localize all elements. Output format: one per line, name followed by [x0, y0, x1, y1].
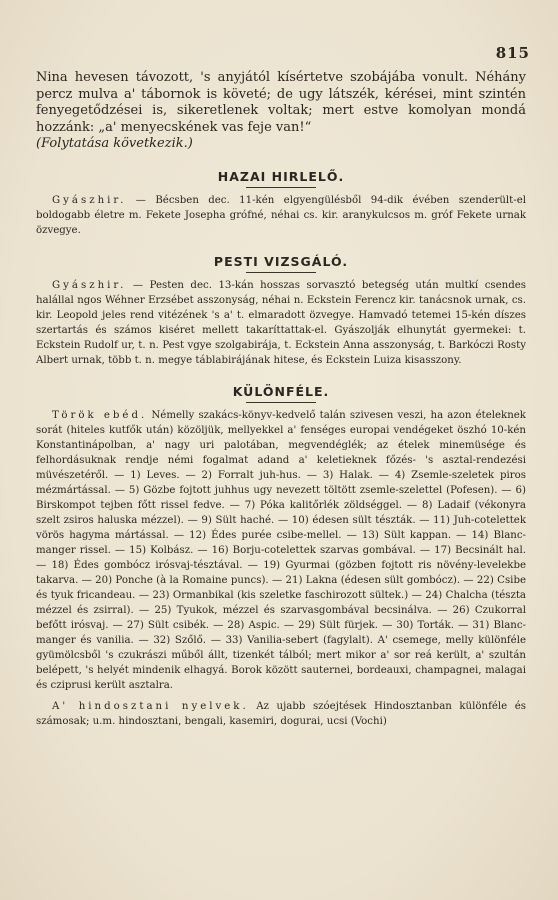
section-title-hazai: HAZAI HIRLELŐ. — [217, 168, 345, 184]
kulonfele-body — [36, 408, 526, 693]
pesti-text: — Pesten dec. 13-kán hosszas sorvasztó betegség után multkí csendes halállal ngos Wéhner Erzsébet asszonyság, néhai n. Eckstein Ferencz kir. tanácsnok urnak, cs. kir. Leopold jeles rend vitézének 's a' t. elmaradott özvegye. Hamvadó tetemei 15-kén díszes szertartás és számos kiséret mellett takaríttattak-el. Gyászolják elhunytát gyermekei: t. Eckstein Rudolf ur, t. n. Pest vgye szolgabirája, t. Eckstein Anna asszonyság, t. Barkóczi Rosty Albert urnak, több t. n. megye táblabirájának hitese, és Eckstein Luiza kisasszony. — [36, 279, 526, 366]
story-paragraph: Nina hevesen távozott, 's anyjától kísértetve szobájába vonult. Néhány percz mulva a' tábornok is követé; de ugy látszék, kérései, mint szintén fenyegetődzései is, sikeretlenek voltak; mert estve komolyan mondá hozzánk: „a' menyecskének vas feje van!“ — [36, 70, 526, 135]
kulonfele-text-2: Az ujabb szóejtések Hindosztanban különféle és számosak; u.m. hindosztani, bengali, kasemiri, dogurai, ucsi (Vochi) — [36, 700, 526, 727]
kulonfele-text: Némelly szakács-könyv-kedvelő talán szivesen veszi, ha azon ételeknek sorát (hiteles kutfők után) közöljük, mellyekkel a' fenséges europai vendégeket öszhó 10-kén Konstantinápolban, a' nagy uri palotában, megvendéglék; az ételek minemüsége és felhordásuknak rendje némi fogalmat adand a' keletieknek főzés- 's asztal-rendezési müvészetéről. — 1) Leves. — 2) Forralt juh-hus. — 3) Halak. — 4) Zsemle-szeletek piros mézmártással. — 5) Gözbe fojtott juhhus ugy nevezett töltött zsemle-szelettel (Pofesen). — 6) Birskompot tejben főtt rissel fedve. — 7) Póka kalitőrlék zöldséggel. — 8) Ladaif (vékonyra szelt zsiros haluska mézzel). — 9) Sült haché. — 10) édesen sült tészták. — 11) Juh-cotelettek vörös hagyma mártással. — 12) Édes purée csibe-mellel. — 13) Sült kappan. — 14) Blanc-manger rissel. — 15) Kolbász. — 16) Borju-cotelettek szarvas gombával. — 17) Becsinált hal. — 18) Édes gombócz irósvaj-tésztával. — 19) Gyurmai (gözben fojtott ris növény-levelekbe takarva. — 20) Ponche (à la Romaine puncs). — 21) Lakna (édesen sült gombócz). — 22) Csibe és tyuk fricandeau. — 23) Ormanbikal (kis szeletke faschirozott sültek.) — 24) Chalcha (tészta mézzel és zsirral). — 25) Tyukok, mézzel és szarvasgombával becsinálva. — 26) Czukorral befőtt irósvaj. — 27) Sült csibék. — 28) Aspic. — 29) Sült fürjek. — 30) Torták. — 31) Blanc-manger és vanilia. — 32) Szőlő. — 33) Vanilia-sebert (fagylalt). A' csemege, melly különféle gyümölcsből 's czukrászi műből állt, tizenkét tálból; mert mikor a' sor reá került, a' szultán belépett, 's helyét mindenik elhagyá. Borok között sauternei, bordeauxi, champagnei, malagai és cziprusi került asztalra. — [36, 409, 526, 691]
pesti-body — [36, 278, 526, 368]
hazai-lead: Gyászhir. — [52, 194, 127, 206]
kulonfele-lead: Török ebéd. — [52, 409, 148, 421]
continuation-note: (Folytatása következik.) — [36, 136, 193, 152]
pesti-lead: Gyászhir. — [52, 279, 127, 291]
page-number: 815 — [495, 44, 530, 62]
section-title-kulonfele: KÜLÖNFÉLE. — [232, 383, 330, 399]
text-column — [36, 70, 526, 729]
section-rule — [246, 402, 316, 403]
kulonfele-body-2 — [36, 699, 526, 729]
section-rule — [246, 187, 316, 188]
hazai-text: — Bécsben dec. 11-kén elgyengülésből 94-dik évében szenderült-el boldogabb életre m. Fekete Josepha grófné, néhai cs. kir. aranykulcsos m. gróf Fekete urnak özvegye. — [36, 194, 526, 236]
section-rule — [246, 272, 316, 273]
kulonfele-lead-2: A' hindosztani nyelvek. — [52, 700, 249, 712]
section-title-pesti: PESTI VIZSGÁLÓ. — [213, 253, 349, 269]
story-ending — [36, 70, 526, 153]
hazai-body — [36, 193, 526, 238]
